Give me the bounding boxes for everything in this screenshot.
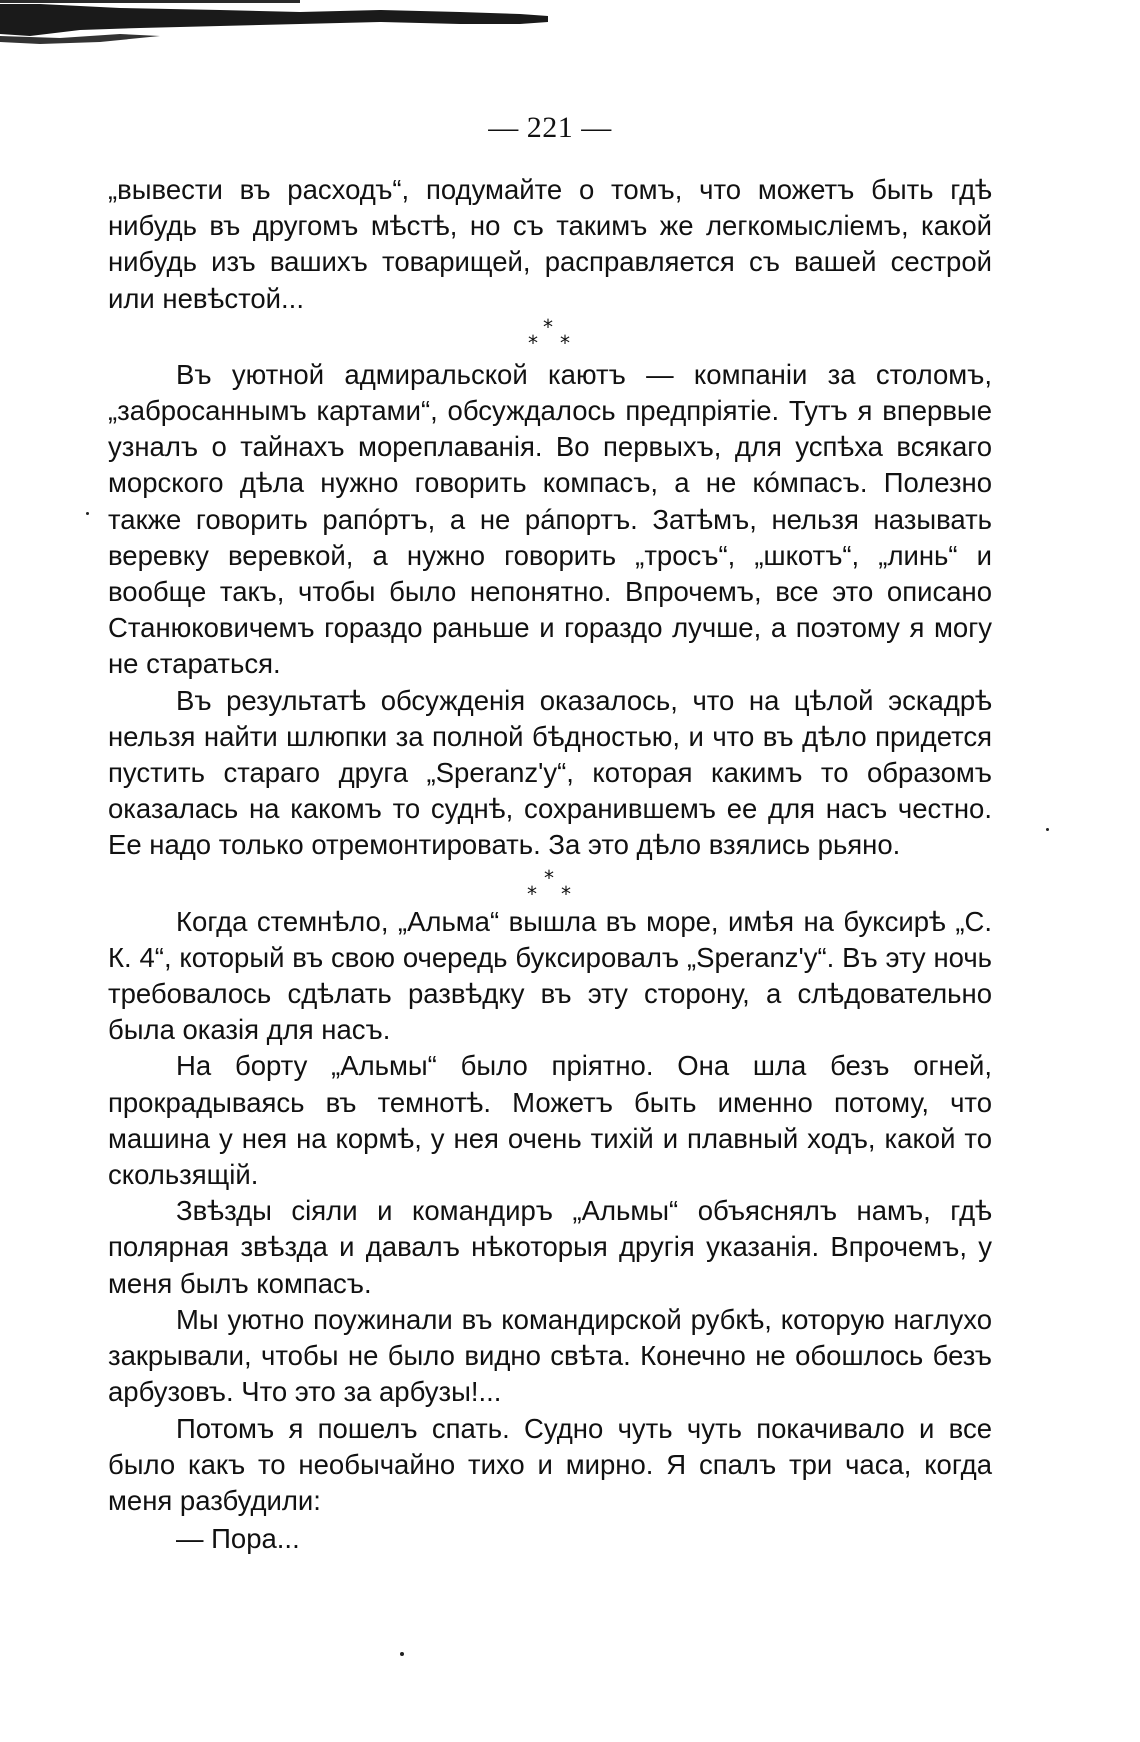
paragraph-7: Мы уютно поужинали въ командирской рубкѣ, которую наглухо закрывали, чтобы не было видно свѣта. Конечно не обошлось безъ арбузовъ. Что это за арбузы!... [108,1303,992,1408]
paragraph-4: Когда стемнѣло, „Альма“ вышла въ море, имѣя на буксирѣ „С. К. 4“, который въ свою очередь буксировалъ „Speranz'у“. Въ эту ночь требовалось сдѣлать развѣдку въ эту сторону, а слѣдовательно была оказія для насъ. [108,905,992,1046]
section-break-1 [108,314,992,357]
paragraph-5: На борту „Альмы“ было пріятно. Она шла безъ огней, прокрадываясь въ темнотѣ. Можетъ быть именно потому, что машина у нея на кормѣ, у нея очень тихій и плавный ходъ, какой то скользящій. [108,1050,992,1191]
paragraph-8: Потомъ я пошелъ спать. Судно чуть чуть покачивало и все было какъ то необычайно тихо и мирно. Я спалъ три часа, когда меня разбудили: [108,1412,992,1516]
paragraph-9-dialog: — Пора... [176,1523,300,1555]
scan-speck [400,1652,404,1656]
section-break-2 [108,864,992,904]
scan-speck [86,512,89,515]
asterisk-glyph: * [543,314,553,339]
asterisk-glyph: * [527,881,537,906]
paragraph-3: Въ результатѣ обсужденія оказалось, что на цѣлой эскадрѣ нельзя найти шлюпки за полной бѣдностью, и что въ дѣло придется пустить стараго друга „Speranz'у“, которая какимъ то образомъ оказалась на какомъ то суднѣ, сохранившемъ ее для насъ честно. Ее надо только отремонтировать. За это дѣло взялись рьяно. [108,684,992,861]
paragraph-2: Въ уютной адмиральской каютъ — компаніи за столомъ, „заброcаннымъ картами“, обсуждалось предпріятіе. Тутъ я впервые узналъ о тайнахъ мореплаванія. Во первыхъ, для успѣха всякаго морского дѣла нужно говорить компасъ, а не кóмпасъ. Полезно также говорить рапóртъ, а не рáпортъ. Затѣмъ, нельзя называть веревку веревкой, а нужно говорить „тросъ“, „шкотъ“, „линь“ и вообще такъ, чтобы было непонятно. Впрочемъ, все это описано Станюковичемъ гораздо раньше и гораздо лучше, а поэтому я могу не стараться. [108,358,992,680]
scan-edge-artifact-graphic [0,0,1140,50]
page-number: — 221 — [488,111,612,144]
asterisk-glyph: * [528,330,538,355]
scan-edge-artifact [0,0,1140,50]
asterisk-glyph: * [561,881,571,906]
book-page [108,108,992,1557]
scan-speck [1046,828,1049,831]
paragraph-6: Звѣзды сіяли и командиръ „Альмы“ объяснялъ намъ, гдѣ полярная звѣзда и давалъ нѣкоторыя другія указанія. Впрочемъ, у меня былъ компасъ. [108,1195,992,1299]
asterisk-glyph: * [544,865,554,890]
asterisk-glyph: * [560,330,570,355]
paragraph-1: „вывести въ расходъ“, подумайте о томъ, что можетъ быть гдѣ нибудь въ другомъ мѣстѣ, но съ такимъ же легкомысліемъ, какой нибудь изъ вашихъ товарищей, расправляется съ вашей сестрой или невѣстой... [108,174,992,314]
